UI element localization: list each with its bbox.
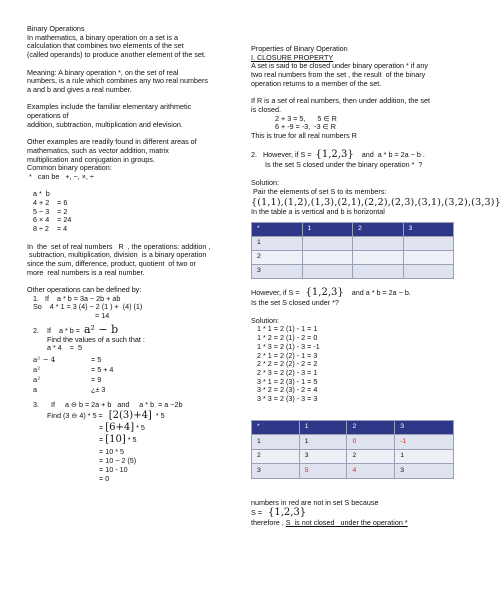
table-header-row	[252, 222, 454, 236]
closure-heading: I. CLOSURE PROPERTY	[251, 52, 334, 62]
text-line: a * b	[33, 189, 50, 199]
table-header-cell: 2	[353, 222, 404, 236]
text-line: and a * b = 2a − b.	[351, 288, 411, 298]
calc-line: 3 * 1 = 2 (3) - 1 = 5	[257, 376, 318, 386]
text-line: Common binary operation:	[27, 163, 112, 173]
calc-line: 1 * 3 = 2 (1) - 3 = -1	[257, 341, 320, 351]
text-line: therefore ,	[251, 518, 286, 528]
text-line: a * 4	[47, 343, 62, 353]
ab-examples	[27, 190, 232, 234]
other-examples-paragraph	[27, 138, 232, 182]
math-lhs: a² − 4	[33, 354, 56, 364]
calc-line: 3 * 2 = 2 (3) - 2 = 4	[257, 385, 318, 395]
table-cell: 3	[252, 264, 303, 278]
text-line: In the table a is vertical and b is horizontal	[251, 206, 385, 216]
text-line: and a * b = 2a − b .	[361, 150, 425, 160]
calc-list	[251, 325, 456, 403]
eq: =	[99, 455, 104, 465]
table-cell	[353, 236, 404, 250]
text-line: operations of	[27, 111, 69, 120]
set-expression: {1,2,3}	[268, 507, 307, 519]
eq: =	[99, 446, 104, 456]
table-header-cell: *	[252, 420, 300, 435]
text-line: more real numbers is a real number.	[27, 267, 145, 277]
text-line: So 4 * 1 = 3 (4) − 2 (1 ) + (4) (1)	[33, 302, 143, 312]
text-line: addition, subtraction, multiplication and elevision.	[27, 119, 183, 129]
table-cell	[302, 250, 353, 264]
table-cell	[302, 236, 353, 250]
real-numbers-paragraph	[27, 243, 232, 278]
text-line: Find (3 ⊖ 4) * 5 =	[47, 410, 103, 420]
eq: =	[99, 422, 104, 432]
text-line: mathematics, such as vector addition, matrix	[27, 145, 169, 155]
eq: =	[99, 473, 104, 483]
text-line: * 5	[136, 422, 145, 432]
table-cell: 2	[252, 250, 303, 264]
table-cell: 1	[252, 236, 303, 250]
table-header-cell: 3	[403, 222, 454, 236]
text-line: 5 − 3 = 2	[33, 206, 68, 216]
text-line: Is the set S closed under *?	[251, 298, 339, 308]
solution-label: Solution:	[251, 315, 279, 325]
table-cell	[353, 264, 404, 278]
text-line: numbers in red are not in set S because	[251, 497, 379, 507]
text-line: subtraction, multiplication, division is a binary operation	[27, 250, 207, 260]
table-row	[252, 435, 454, 450]
table-cell: 3	[252, 464, 300, 479]
table-cell: 3	[299, 449, 347, 464]
result-operation-table	[251, 420, 454, 479]
text-line: Is the set S closed under the binary operation * ?	[265, 160, 423, 170]
table-cell: 1	[252, 435, 300, 450]
math-lhs: a	[33, 384, 37, 394]
table-row	[252, 449, 454, 464]
text-line: Pair the elements of set S to its members:	[251, 186, 387, 196]
text-line: However, if S =	[251, 288, 300, 298]
table-row	[252, 264, 454, 278]
text-line: = 5	[69, 343, 82, 353]
table-cell	[403, 236, 454, 250]
table-header-row	[252, 420, 454, 435]
text-line: * 5	[127, 434, 137, 444]
item-number: 2.	[33, 325, 39, 335]
table-header-cell: 3	[395, 420, 454, 435]
text-line: 10 - 10	[105, 464, 128, 474]
intro-paragraph	[27, 34, 232, 60]
text-line: 4 + 2 = 6	[33, 198, 68, 207]
table-cell	[403, 264, 454, 278]
operation-2	[27, 322, 232, 396]
table-cell-not-in-set: 5	[299, 464, 347, 479]
section-title: Binary Operations	[27, 24, 85, 33]
solution-label: Solution:	[251, 177, 279, 187]
text-line: 2 + 3 = 5, 5 ∈ R	[275, 113, 337, 123]
table-row	[252, 250, 454, 264]
text-line: If a * b =	[47, 325, 80, 335]
pairs-set: {(1,1),(1,2),(1,3),(2,1),(2,2),(2,3),(3,1),(3,2),(3,3)}	[251, 197, 501, 209]
operation-3	[27, 401, 232, 488]
table-header-cell: 1	[302, 222, 353, 236]
table-cell: 1	[395, 449, 454, 464]
table-cell: 2	[347, 449, 395, 464]
text-line: 10 − 2 (5)	[105, 455, 137, 465]
calc-line: 2 * 2 = 2 (2) - 2 = 2	[257, 359, 318, 369]
text-line: Other examples are readily found in different areas of	[27, 137, 197, 147]
common-ops: * can be +, −, ×, ÷	[27, 171, 94, 181]
math-rhs: = 5 + 4	[91, 364, 114, 374]
table-cell: 2	[252, 449, 300, 464]
calc-line: 1 * 2 = 2 (1) - 2 = 0	[257, 333, 318, 343]
math-expression: [6+4]	[105, 421, 135, 433]
text-line: a and b and gives a real number.	[27, 84, 132, 94]
table-cell	[403, 250, 454, 264]
empty-operation-table	[251, 222, 454, 279]
text-line: numbers, is a rule which combines any two real numbers	[27, 76, 208, 86]
table-header-cell: 2	[347, 420, 395, 435]
calc-line: 2 * 3 = 2 (2) - 3 = 1	[257, 367, 318, 377]
math-rhs: = 9	[91, 374, 102, 384]
left-column	[27, 25, 232, 488]
meaning-paragraph	[27, 69, 232, 95]
conclusion-text: S is not closed under the operation *	[285, 518, 408, 528]
set-expression: {1,2,3}	[315, 149, 354, 161]
set-expression: {1,2,3}	[305, 287, 344, 299]
calc-line: 1 * 1 = 2 (1) - 1 = 1	[257, 324, 318, 334]
text-line: In the set of real numbers R , the operations: addition ,	[27, 241, 211, 251]
text-line: 0	[105, 473, 110, 483]
table-cell	[353, 250, 404, 264]
eq: =	[99, 434, 104, 444]
text-line: calculation that combines two elements of the set	[27, 41, 184, 51]
table-cell-not-in-set: 0	[347, 435, 395, 450]
text-line: operation returns to a member of the set.	[251, 78, 382, 88]
math-expression: [2(3)+4]	[108, 409, 152, 421]
math-rhs: ¿± 3	[91, 384, 106, 394]
text-line: S =	[251, 508, 262, 518]
text-line: since the sum, difference, product, quotient of two or	[27, 258, 196, 268]
section-title: Properties of Binary Operation	[251, 44, 348, 53]
math-expression: a² − b	[83, 322, 119, 336]
operation-1	[27, 295, 232, 321]
math-lhs: a²	[33, 374, 41, 384]
text-line: This is true for all real numbers R	[251, 131, 357, 141]
examples-paragraph	[27, 103, 232, 129]
table-row	[252, 464, 454, 479]
defined-by: Other operations can be defined by:	[27, 285, 142, 294]
table-header-cell: 1	[299, 420, 347, 435]
calc-line: 2 * 1 = 2 (2) - 1 = 3	[257, 350, 318, 360]
text-line: is closed.	[251, 104, 281, 114]
text-line: 3. If a ⊖ b = 2a + b and a * b = a −2b	[33, 399, 183, 409]
math-expression: [10]	[105, 433, 126, 445]
math-rhs: = 5	[91, 354, 102, 364]
text-line: multiplication and conjugation in groups.	[27, 154, 155, 164]
table-cell-not-in-set: -1	[395, 435, 454, 450]
text-line: 6 × 4 = 24	[33, 215, 72, 225]
table-row	[252, 236, 454, 250]
text-line: Meaning: A binary operation *, on the set of real	[27, 67, 179, 77]
text-line: 1. If a * b = 3a − 2b + ab	[33, 293, 121, 303]
text-line: 6 + -9 = -3, -3 ∈ R	[275, 122, 336, 132]
text-line: A set is said to be closed under binary operation * if any	[251, 61, 428, 71]
text-line: 2. However, if S =	[251, 150, 312, 160]
text-line: Examples include the familiar elementary arithmetic	[27, 102, 192, 112]
table-header-cell: *	[252, 222, 303, 236]
text-line: 10 * 5	[105, 446, 124, 456]
math-lhs: a²	[33, 364, 41, 374]
table-cell: 1	[299, 435, 347, 450]
text-line: In mathematics, a binary operation on a set is a	[27, 32, 179, 42]
text-line: (called operands) to produce another element of the set.	[27, 50, 206, 60]
text-line: 8 ÷ 2 = 4	[33, 224, 68, 234]
text-line: = 14	[95, 311, 110, 321]
table-cell	[302, 264, 353, 278]
text-line: * 5	[155, 410, 165, 420]
eq: =	[99, 464, 104, 474]
table-cell-not-in-set: 4	[347, 464, 395, 479]
text-line: Find the values of a such that :	[47, 334, 145, 344]
right-column	[251, 44, 501, 528]
text-line: If R is a set of real numbers, then under addition, the set	[251, 96, 430, 106]
calc-line: 3 * 3 = 2 (3) - 3 = 3	[257, 394, 318, 404]
text-line: two real numbers from the set , the result of the binary	[251, 70, 426, 80]
table-cell: 3	[395, 464, 454, 479]
